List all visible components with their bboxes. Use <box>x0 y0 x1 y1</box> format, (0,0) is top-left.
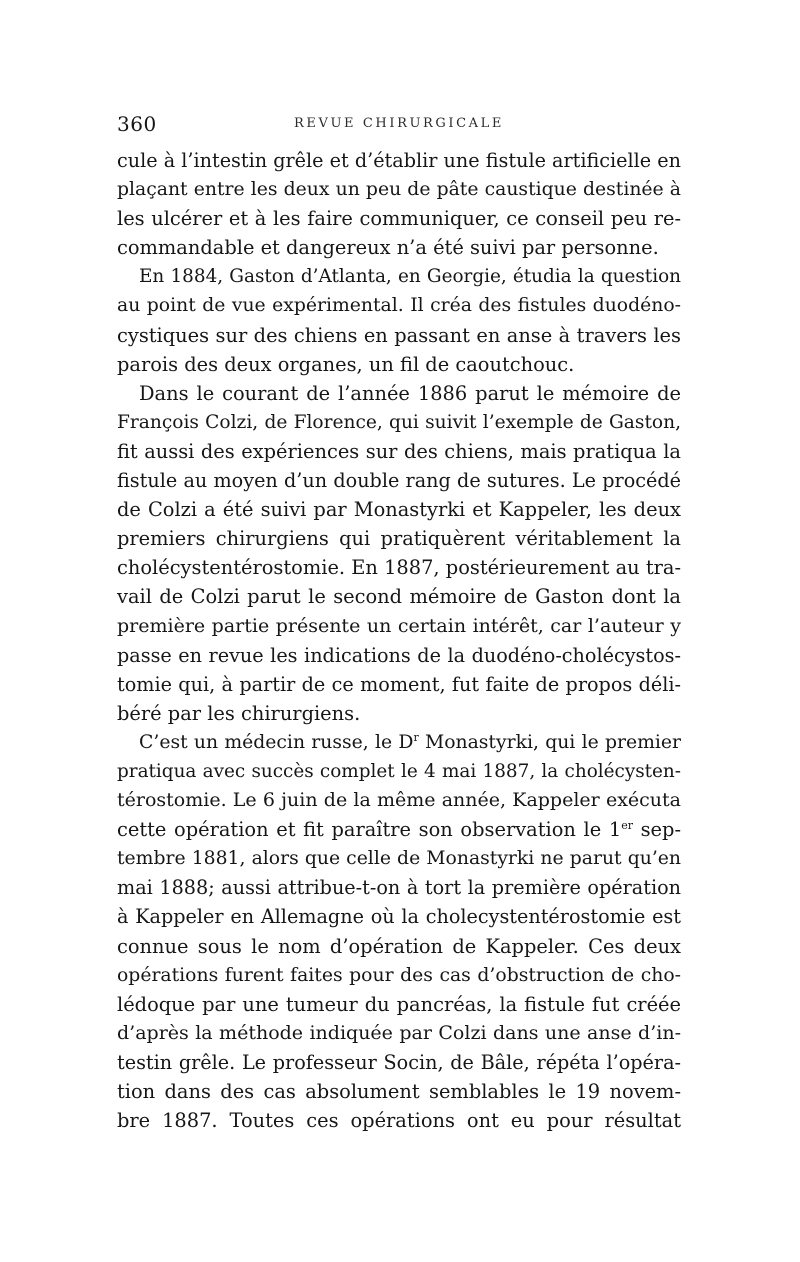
text-segment: sep- <box>632 818 681 842</box>
text-line: tembre 1881, alors que celle de Monastyrki ne parut qu’en <box>117 848 681 870</box>
running-title: REVUE CHIRURGICALE <box>294 116 504 131</box>
text-line: vail de Colzi parut le second mémoire de Gaston dont la <box>117 585 681 609</box>
text-line: premiers chirurgiens qui pratiquèrent véritablement la <box>117 527 681 551</box>
text-line: François Colzi, de Florence, qui suivit l’exemple de Gaston, <box>117 411 681 433</box>
text-line: opérations furent faites pour des cas d’obstruction de cho- <box>117 964 681 986</box>
text-line: pratiqua avec succès complet le 4 mai 1887, la cholécysten- <box>117 760 681 782</box>
text-segment: Monastyrki, qui le premier <box>418 731 681 753</box>
text-line: térostomie. Le 6 juin de la même année, Kappeler exécuta <box>117 789 681 812</box>
paragraph-start-line: En 1884, Gaston d’Atlanta, en Georgie, étudia la question <box>139 266 681 288</box>
text-line: tomie qui, à partir de ce moment, fut faite de propos déli- <box>117 672 681 696</box>
paragraph-start-line <box>117 728 681 757</box>
page-header <box>114 112 684 140</box>
text-line: cule à l’intestin grêle et d’établir une fistule artificielle en <box>117 149 681 172</box>
text-line: d’après la méthode indiquée par Colzi dans une anse d’in- <box>117 1021 681 1044</box>
text-line <box>117 815 681 844</box>
superscript: er <box>621 819 633 833</box>
text-line: plaçant entre les deux un peu de pâte caustique destinée à <box>117 179 681 201</box>
text-line: passe en revue les indications de la duodéno-cholécystos- <box>117 643 681 667</box>
text-line: cholécystentérostomie. En 1887, postérieurement au tra- <box>117 556 681 580</box>
text-line: bre 1887. Toutes ces opérations ont eu pour résultat <box>117 1109 681 1133</box>
text-line: commandable et dangereux n’a été suivi par personne. <box>117 236 659 260</box>
text-line: à Kappeler en Allemagne où la cholecystentérostomie est <box>117 905 681 929</box>
text-line: béré par les chirurgiens. <box>117 701 361 725</box>
text-line: lédoque par une tumeur du pancréas, la fistule fut créée <box>117 992 681 1016</box>
body-text <box>117 146 681 1135</box>
text-line: fit aussi des expériences sur des chiens, mais pratiqua la <box>117 439 681 463</box>
text-line: au point de vue expérimental. Il créa des fistules duodéno- <box>117 295 681 317</box>
text-line: testin grêle. Le professeur Socin, de Bâle, répéta l’opéra- <box>117 1050 681 1074</box>
text-line: les ulcérer et à les faire communiquer, ce conseil peu re- <box>117 207 681 231</box>
text-line: parois des deux organes, un fil de caoutchouc. <box>117 352 575 376</box>
text-line: cystiques sur des chiens en passant en anse à travers les <box>117 323 681 347</box>
page-number: 360 <box>117 112 157 136</box>
text-line: mai 1888; aussi attribue-t-on à tort la première opération <box>117 876 681 900</box>
text-segment: cette opération et fit paraître son observation le 1 <box>117 818 622 842</box>
text-line: tion dans des cas absolument semblables le 19 novem- <box>117 1080 681 1103</box>
text-line: de Colzi a été suivi par Monastyrki et Kappeler, les deux <box>117 498 681 522</box>
text-line: première partie présente un certain intérêt, car l’auteur y <box>117 614 681 637</box>
text-segment: C’est un médecin russe, le D <box>139 731 414 753</box>
paragraph-start-line: Dans le courant de l’année 1886 parut le mémoire de <box>139 381 681 405</box>
text-line: connue sous le nom d’opération de Kappeler. Ces deux <box>117 934 681 958</box>
superscript: r <box>413 730 419 744</box>
text-line: fistule au moyen d’un double rang de sutures. Le procédé <box>117 469 681 493</box>
